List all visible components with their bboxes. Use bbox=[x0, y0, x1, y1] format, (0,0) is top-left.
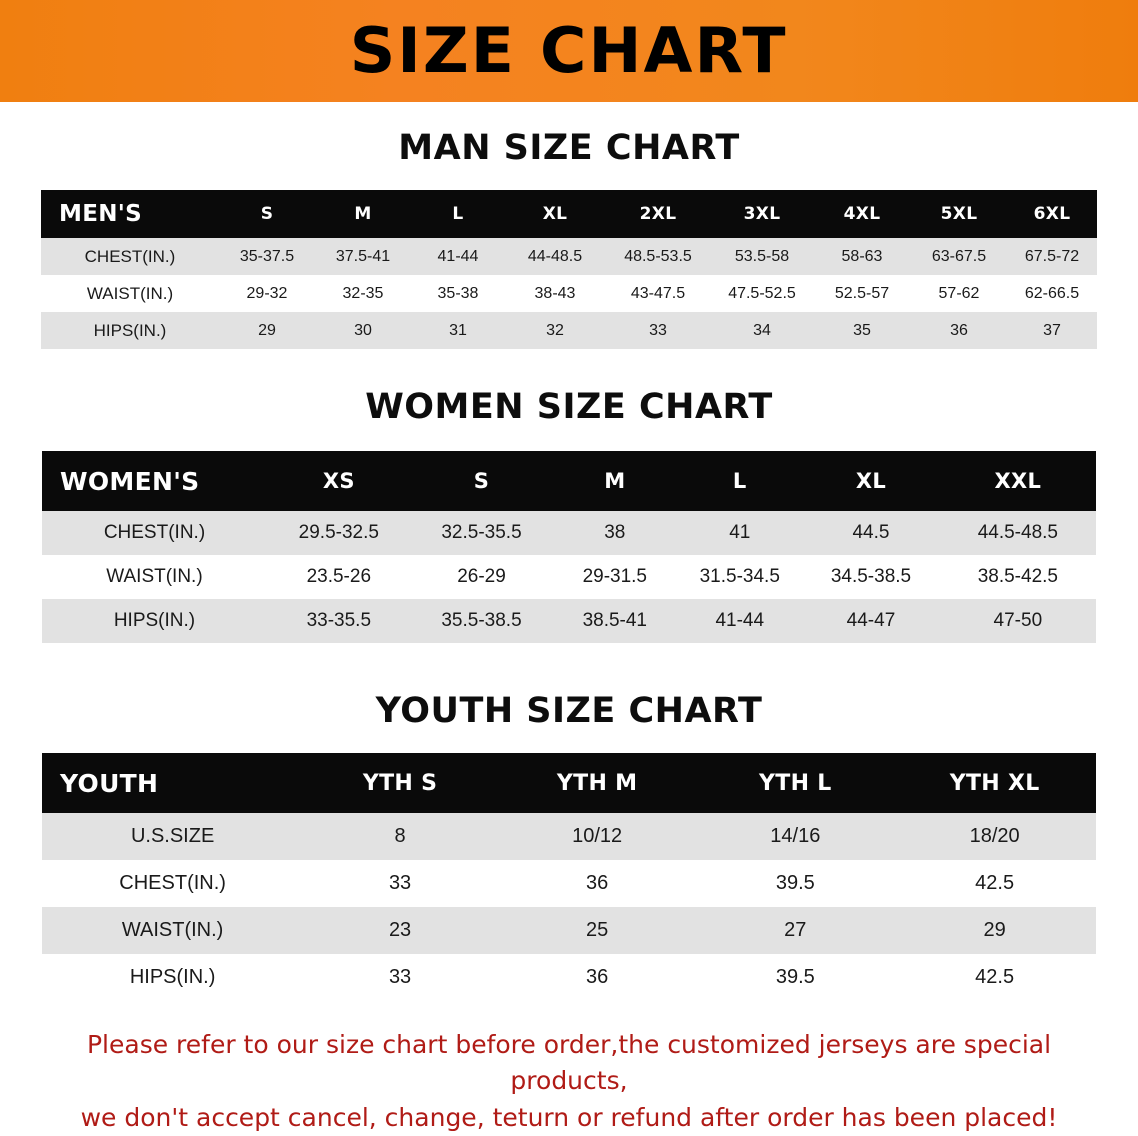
table-header-row bbox=[41, 190, 1097, 238]
table-cell: 44.5-48.5 bbox=[977, 522, 1058, 543]
men-header-l: L bbox=[411, 190, 505, 238]
men-header-5xl: 5XL bbox=[911, 190, 1007, 238]
table-cell: 27 bbox=[784, 919, 807, 941]
women-row-label: CHEST(IN.) bbox=[103, 522, 206, 543]
men-header-2xl: 2XL bbox=[605, 190, 711, 238]
youth-row-label: WAIST(IN.) bbox=[121, 919, 224, 941]
table-cell: 29-32 bbox=[246, 284, 288, 302]
table-cell: 33-35.5 bbox=[306, 610, 372, 631]
table-cell: 10/12 bbox=[572, 825, 623, 847]
table-cell: 29 bbox=[258, 321, 276, 339]
table-row bbox=[42, 511, 1096, 555]
table-cell: 31.5-34.5 bbox=[699, 566, 780, 587]
table-cell: 34.5-38.5 bbox=[830, 566, 912, 587]
table-cell: 35.5-38.5 bbox=[441, 610, 522, 631]
men-row-label: CHEST(IN.) bbox=[84, 246, 176, 266]
table-cell: 38.5-41 bbox=[582, 610, 648, 631]
youth-header-yth-m: YTH M bbox=[497, 753, 697, 813]
table-cell: 41 bbox=[729, 522, 751, 543]
table-row bbox=[42, 599, 1096, 643]
table-cell: 36 bbox=[586, 872, 609, 894]
table-cell: 63-67.5 bbox=[931, 247, 987, 265]
table-cell: 62-66.5 bbox=[1024, 284, 1080, 302]
table-cell: 32.5-35.5 bbox=[441, 522, 522, 543]
youth-header-yth-s: YTH S bbox=[303, 753, 497, 813]
table-row bbox=[41, 238, 1097, 275]
table-cell: 38 bbox=[604, 522, 626, 543]
table-row bbox=[41, 275, 1097, 312]
table-cell: 42.5 bbox=[975, 966, 1015, 988]
table-cell: 33 bbox=[388, 872, 412, 894]
men-header-6xl: 6XL bbox=[1007, 190, 1097, 238]
man-table-header bbox=[41, 190, 1097, 238]
table-cell: 48.5-53.5 bbox=[624, 247, 692, 265]
women-header-s: S bbox=[411, 451, 553, 511]
table-cell: 67.5-72 bbox=[1024, 247, 1080, 265]
table-cell: 35-38 bbox=[437, 284, 479, 302]
table-cell: 37.5-41 bbox=[335, 247, 391, 265]
women-table-header bbox=[42, 451, 1096, 511]
table-cell: 36 bbox=[586, 966, 609, 988]
women-size-table bbox=[42, 451, 1096, 643]
banner bbox=[0, 0, 1138, 102]
women-section-title: WOMEN SIZE CHART bbox=[365, 387, 773, 427]
youth-header-yth-xl: YTH XL bbox=[893, 753, 1096, 813]
table-row bbox=[42, 907, 1096, 954]
women-table-body bbox=[42, 511, 1096, 643]
order-policy-note-line1: Please refer to our size chart before order,the customized jerseys are special products, bbox=[86, 1030, 1052, 1096]
table-cell: 32-35 bbox=[342, 284, 384, 302]
table-cell: 31 bbox=[449, 321, 467, 339]
men-header-xl: XL bbox=[505, 190, 605, 238]
table-cell: 35 bbox=[853, 321, 871, 339]
youth-section-title: YOUTH SIZE CHART bbox=[375, 691, 763, 731]
table-cell: 36 bbox=[950, 321, 968, 339]
youth-header-yth-l: YTH L bbox=[697, 753, 893, 813]
page-title: SIZE CHART bbox=[350, 14, 788, 87]
men-header-m: M bbox=[315, 190, 411, 238]
table-cell: 30 bbox=[354, 321, 372, 339]
table-cell: 18/20 bbox=[969, 825, 1020, 847]
table-cell: 52.5-57 bbox=[834, 284, 890, 302]
table-cell: 38.5-42.5 bbox=[977, 566, 1058, 587]
women-header-l: L bbox=[677, 451, 802, 511]
table-cell: 33 bbox=[649, 321, 667, 339]
table-cell: 29.5-32.5 bbox=[298, 522, 379, 543]
table-cell: 42.5 bbox=[975, 872, 1015, 894]
table-row bbox=[41, 312, 1097, 349]
table-cell: 29-31.5 bbox=[582, 566, 648, 587]
table-cell: 14/16 bbox=[770, 825, 821, 847]
table-cell: 29 bbox=[983, 919, 1006, 941]
women-row-label: HIPS(IN.) bbox=[113, 610, 196, 631]
table-cell: 41-44 bbox=[715, 610, 765, 631]
table-cell: 32 bbox=[546, 321, 564, 339]
table-cell: 57-62 bbox=[938, 284, 980, 302]
youth-table-header bbox=[42, 753, 1096, 813]
youth-row-label: U.S.SIZE bbox=[130, 825, 215, 847]
table-header-row bbox=[42, 753, 1096, 813]
men-header-3xl: 3XL bbox=[711, 190, 813, 238]
table-cell: 23.5-26 bbox=[306, 566, 372, 587]
table-row bbox=[42, 954, 1096, 1001]
table-cell: 44-47 bbox=[846, 610, 896, 631]
table-cell: 38-43 bbox=[534, 284, 576, 302]
order-policy-note bbox=[39, 1027, 1099, 1136]
table-cell: 47.5-52.5 bbox=[728, 284, 796, 302]
women-size-table-wrap bbox=[42, 451, 1096, 643]
table-cell: 43-47.5 bbox=[630, 284, 686, 302]
table-cell: 58-63 bbox=[841, 247, 883, 265]
table-row bbox=[42, 860, 1096, 907]
table-cell: 33 bbox=[388, 966, 412, 988]
man-table-body bbox=[41, 238, 1097, 349]
table-cell: 26-29 bbox=[457, 566, 506, 587]
man-section-title: MAN SIZE CHART bbox=[398, 128, 740, 168]
youth-row-label: CHEST(IN.) bbox=[119, 872, 226, 894]
men-row-label: HIPS(IN.) bbox=[93, 320, 167, 340]
table-cell: 44-48.5 bbox=[527, 247, 583, 265]
men-header-s: S bbox=[219, 190, 315, 238]
women-header-m: M bbox=[552, 451, 677, 511]
table-cell: 47-50 bbox=[993, 610, 1043, 631]
man-size-table-wrap bbox=[41, 190, 1097, 349]
table-cell: 23 bbox=[388, 919, 412, 941]
table-cell: 39.5 bbox=[775, 966, 815, 988]
youth-table-body bbox=[42, 813, 1096, 1001]
women-row-label: WAIST(IN.) bbox=[106, 566, 203, 587]
youth-size-table-wrap bbox=[42, 753, 1096, 1001]
table-cell: 41-44 bbox=[437, 247, 479, 265]
table-cell: 35-37.5 bbox=[239, 247, 295, 265]
table-cell: 8 bbox=[394, 825, 406, 847]
men-header-label: MEN'S bbox=[41, 190, 219, 238]
women-header-xs: XS bbox=[267, 451, 411, 511]
table-cell: 37 bbox=[1043, 321, 1061, 339]
table-header-row bbox=[42, 451, 1096, 511]
table-row bbox=[42, 813, 1096, 860]
table-row bbox=[42, 555, 1096, 599]
man-size-table bbox=[41, 190, 1097, 349]
table-cell: 34 bbox=[753, 321, 771, 339]
table-cell: 25 bbox=[586, 919, 609, 941]
women-header-label: WOMEN'S bbox=[42, 451, 267, 511]
table-cell: 39.5 bbox=[775, 872, 815, 894]
youth-header-label: YOUTH bbox=[42, 753, 303, 813]
men-row-label: WAIST(IN.) bbox=[86, 283, 174, 303]
women-header-xl: XL bbox=[802, 451, 939, 511]
youth-size-table bbox=[42, 753, 1096, 1001]
table-cell: 53.5-58 bbox=[734, 247, 790, 265]
men-header-4xl: 4XL bbox=[813, 190, 911, 238]
table-cell: 44.5 bbox=[852, 522, 890, 543]
women-header-xxl: XXL bbox=[940, 451, 1096, 511]
order-policy-note-line2: we don't accept cancel, change, teturn or refund after order has been placed! bbox=[80, 1102, 1058, 1132]
youth-row-label: HIPS(IN.) bbox=[129, 966, 216, 988]
